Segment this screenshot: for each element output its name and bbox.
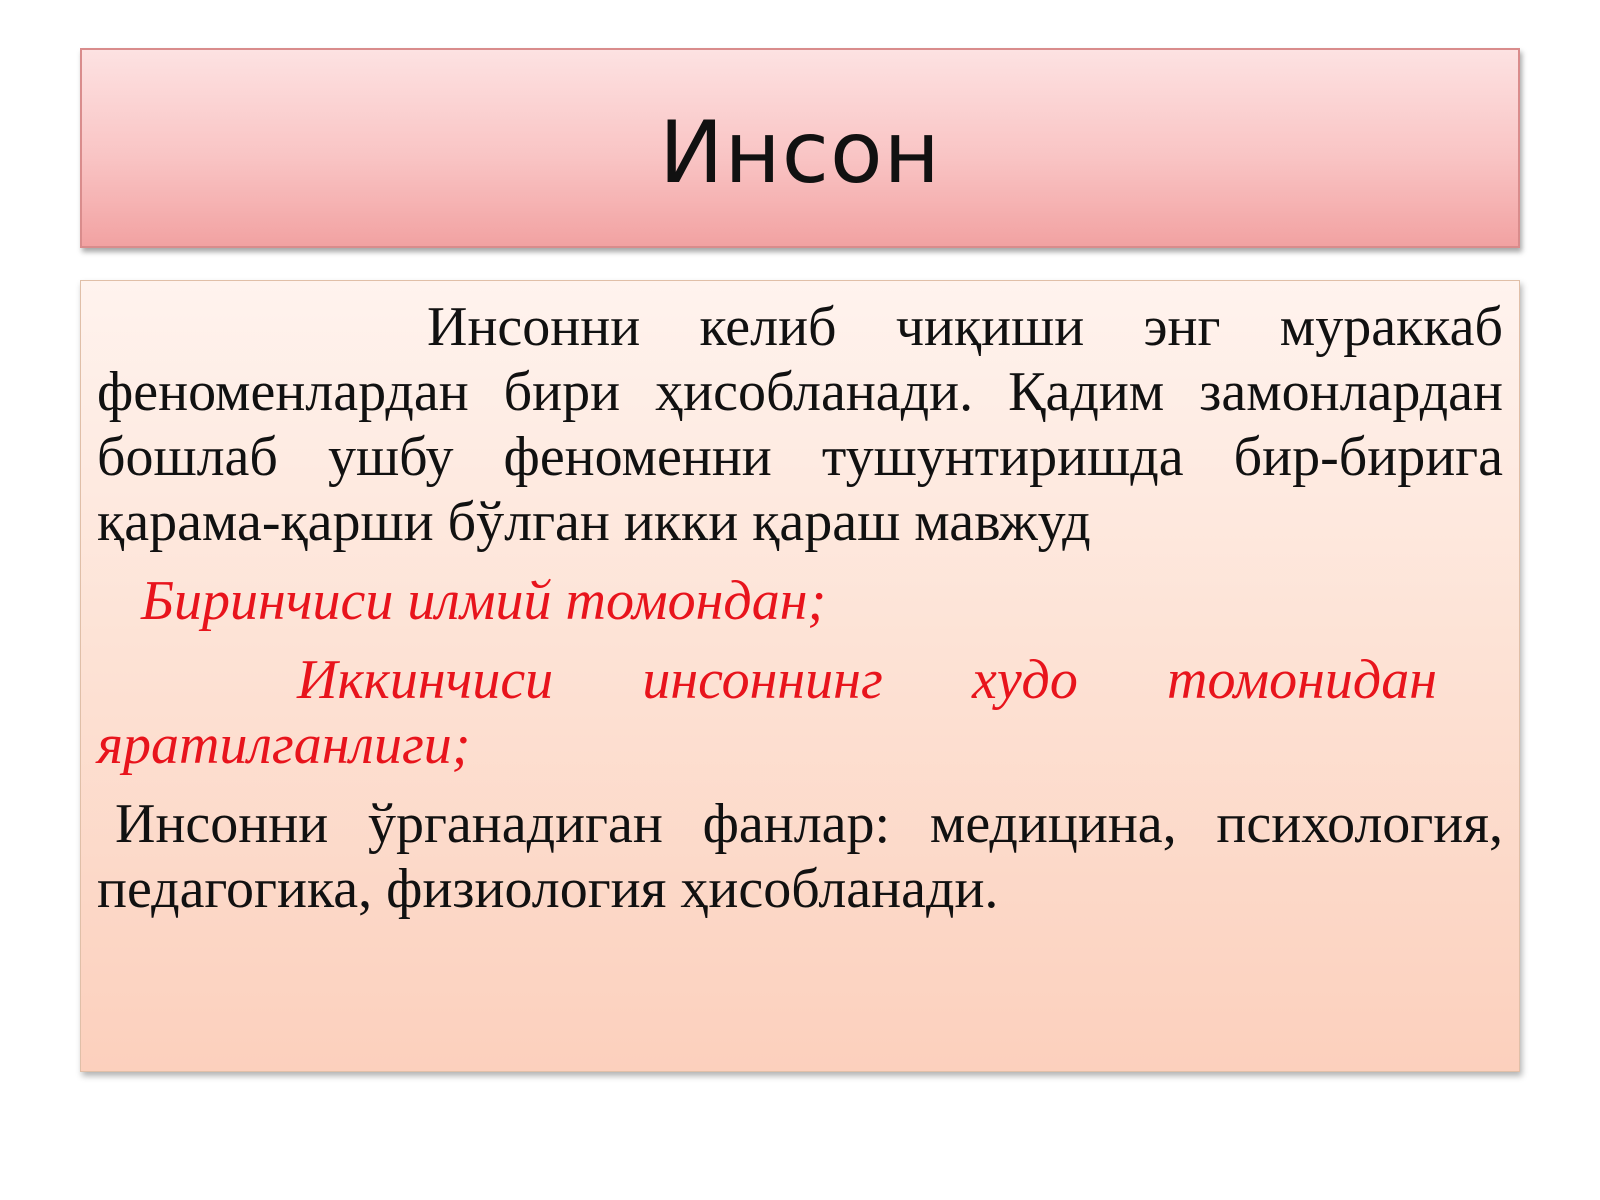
paragraph-second-view: Иккинчиси инсоннинг худо томонидан яратилганлиги; [97, 649, 1437, 776]
slide-title: Инсон [659, 103, 941, 203]
paragraph-first-view: Биринчиси илмий томондан; [141, 570, 827, 632]
content-box [80, 280, 1520, 1072]
paragraph-intro: Инсонни келиб чиқиши энг мураккаб феноменлардан бири ҳисобланади. Қадим замонлардан бошлаб ушбу феноменни тушунтиришда бир-бирига қарама-қарши бўлган икки қараш мавжуд [97, 296, 1503, 553]
title-box [80, 48, 1520, 248]
paragraph-sciences: Инсонни ўрганадиган фанлар: медицина, психология, педагогика, физиология ҳисобланади. [97, 793, 1503, 920]
